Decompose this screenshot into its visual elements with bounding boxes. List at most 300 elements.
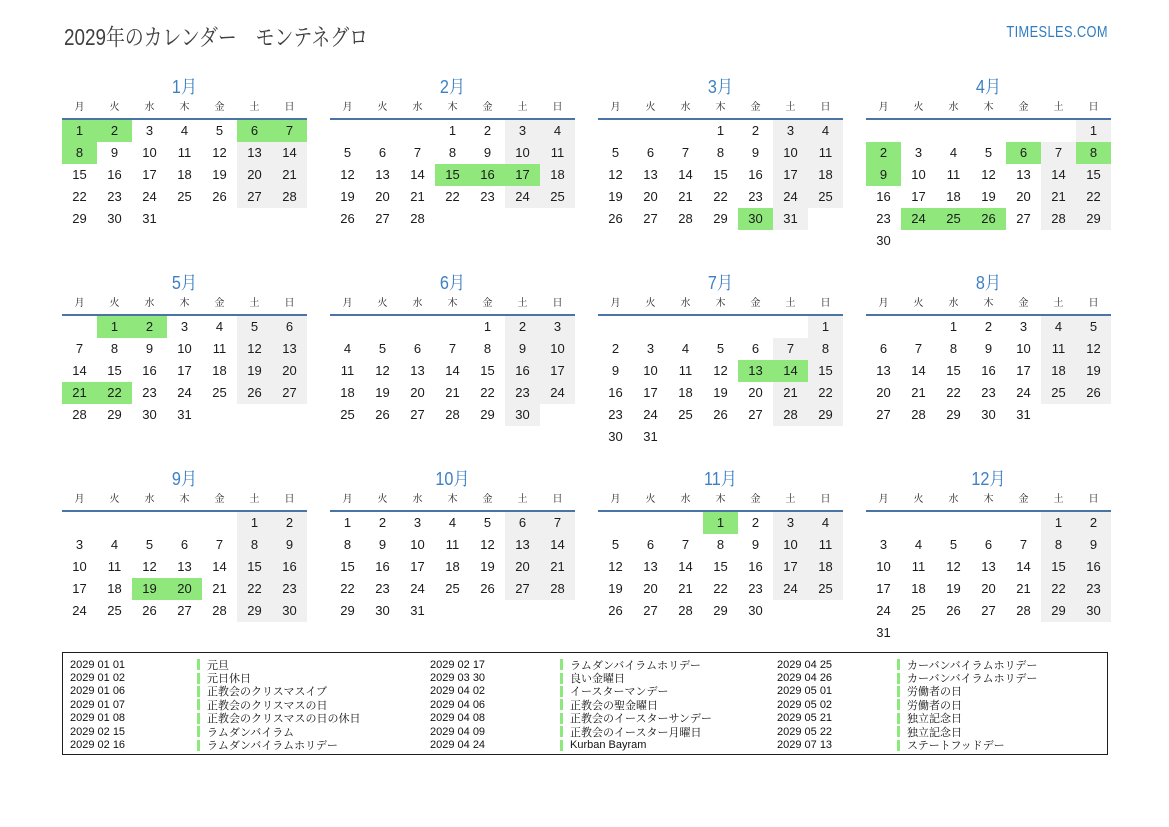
weekday-label: 日: [1088, 298, 1099, 309]
day-6-5: 5: [378, 341, 387, 356]
day-empty: [435, 208, 470, 230]
day-1-14: 14: [272, 142, 307, 164]
day-2-20: 20: [375, 189, 390, 204]
day-empty: [808, 426, 843, 448]
day-9-27: 27: [177, 603, 192, 618]
day-10-28: 28: [540, 578, 575, 600]
day-1-19: 19: [212, 167, 227, 182]
day-empty: [365, 316, 400, 338]
weekday-label: 火: [109, 494, 120, 505]
legend-entry-name: 独立記念日: [907, 713, 962, 726]
day-2-17: 17: [505, 164, 540, 186]
weekday-label: 火: [109, 298, 120, 309]
day-11-21: 21: [678, 581, 693, 596]
weekday-label: 土: [517, 494, 528, 505]
weekday-label: 火: [109, 102, 120, 113]
day-2-1: 1: [448, 123, 457, 138]
day-empty: [540, 404, 575, 426]
day-4-11: 11: [946, 167, 961, 182]
day-9-8: 8: [237, 534, 272, 556]
day-7-5: 5: [716, 341, 725, 356]
day-2-12: 12: [340, 167, 355, 182]
day-5-23: 23: [142, 385, 157, 400]
day-empty: [1076, 230, 1111, 252]
weekday-label: 水: [948, 102, 959, 113]
day-5-5: 5: [237, 316, 272, 338]
day-12-20: 20: [981, 581, 996, 596]
day-1-22: 22: [72, 189, 87, 204]
day-empty: [936, 230, 971, 252]
weekday-label: 水: [144, 102, 155, 113]
day-3-1: 1: [716, 123, 725, 138]
day-11-28: 28: [678, 603, 693, 618]
day-1-16: 16: [107, 167, 122, 182]
day-empty: [598, 316, 633, 338]
weekday-header: [330, 294, 575, 316]
day-3-3: 3: [773, 120, 808, 142]
day-4-12: 12: [981, 167, 996, 182]
holiday-marker-icon: [560, 699, 563, 710]
day-6-24: 24: [540, 382, 575, 404]
day-6-27: 27: [410, 407, 425, 422]
weekday-label: 土: [1053, 494, 1064, 505]
day-11-30: 30: [748, 603, 763, 618]
holiday-marker-icon: [897, 699, 900, 710]
days-grid: [62, 512, 307, 622]
day-10-20: 20: [505, 556, 540, 578]
day-1-3: 3: [145, 123, 154, 138]
day-3-2: 2: [751, 123, 760, 138]
day-6-20: 20: [410, 385, 425, 400]
legend-entry-name: カーバンバイラムホリデー: [907, 673, 1038, 686]
day-empty: [202, 208, 237, 230]
day-4-3: 3: [914, 145, 923, 160]
day-12-1: 1: [1041, 512, 1076, 534]
legend-entry-date: 2029 07 13: [777, 739, 833, 752]
day-empty: [866, 316, 901, 338]
day-5-3: 3: [180, 319, 189, 334]
day-8-5: 5: [1076, 316, 1111, 338]
calendar-grid: [62, 72, 1111, 655]
weekday-label: 日: [284, 298, 295, 309]
weekday-label: 木: [715, 102, 726, 113]
day-3-6: 6: [646, 145, 655, 160]
day-7-18: 18: [678, 385, 693, 400]
day-empty: [936, 622, 971, 644]
day-4-2: 2: [866, 142, 901, 164]
day-7-14: 14: [773, 360, 808, 382]
day-1-29: 29: [72, 211, 87, 226]
days-grid: [62, 120, 307, 230]
day-6-12: 12: [375, 363, 390, 378]
day-2-22: 22: [445, 189, 460, 204]
legend-entry-name: 正教会のイースター月曜日: [570, 726, 702, 739]
day-2-18: 18: [540, 164, 575, 186]
weekday-label: 水: [412, 102, 423, 113]
day-4-22: 22: [1076, 186, 1111, 208]
month-11: [598, 464, 843, 655]
weekday-label: 木: [983, 298, 994, 309]
day-2-25: 25: [540, 186, 575, 208]
day-5-13: 13: [272, 338, 307, 360]
month-title: 3月: [707, 77, 734, 97]
legend-entry-name: 元旦: [207, 659, 229, 672]
day-empty: [435, 600, 470, 622]
day-9-14: 14: [212, 559, 227, 574]
weekday-header: [330, 98, 575, 120]
day-empty: [540, 208, 575, 230]
legend-entry-name: カーバンバイラムホリデー: [907, 659, 1038, 672]
day-9-6: 6: [180, 537, 189, 552]
weekday-label: 金: [214, 298, 225, 309]
day-empty: [773, 600, 808, 622]
day-8-11: 11: [1041, 338, 1076, 360]
day-1-18: 18: [177, 167, 192, 182]
day-10-5: 5: [483, 515, 492, 530]
day-1-8: 8: [62, 142, 97, 164]
day-6-29: 29: [480, 407, 495, 422]
legend-entry-name: ステートフッドデー: [907, 740, 1005, 753]
legend-entry-name: 正教会のイースターサンデー: [570, 713, 712, 726]
day-empty: [936, 512, 971, 534]
day-3-19: 19: [608, 189, 623, 204]
legend-entry-date: 2029 04 25: [777, 658, 833, 671]
day-7-10: 10: [643, 363, 658, 378]
day-1-6: 6: [237, 120, 272, 142]
day-12-2: 2: [1076, 512, 1111, 534]
weekday-label: 日: [820, 494, 831, 505]
holiday-marker-icon: [197, 659, 200, 670]
day-8-4: 4: [1041, 316, 1076, 338]
day-empty: [738, 426, 773, 448]
day-empty: [1041, 622, 1076, 644]
weekday-label: 火: [913, 494, 924, 505]
day-1-7: 7: [272, 120, 307, 142]
day-9-7: 7: [215, 537, 224, 552]
month-6: [330, 268, 575, 459]
day-12-8: 8: [1041, 534, 1076, 556]
day-9-1: 1: [237, 512, 272, 534]
day-11-15: 15: [713, 559, 728, 574]
day-8-9: 9: [984, 341, 993, 356]
day-5-6: 6: [272, 316, 307, 338]
weekday-label: 金: [1018, 298, 1029, 309]
day-empty: [901, 512, 936, 534]
day-empty: [668, 426, 703, 448]
day-10-15: 15: [340, 559, 355, 574]
holiday-marker-icon: [560, 740, 563, 751]
day-empty: [971, 230, 1006, 252]
weekday-label: 水: [948, 494, 959, 505]
day-3-26: 26: [608, 211, 623, 226]
day-6-10: 10: [540, 338, 575, 360]
days-grid: [598, 120, 843, 230]
weekday-label: 木: [983, 102, 994, 113]
legend-entry-date: 2029 04 06: [430, 698, 486, 711]
weekday-label: 水: [680, 102, 691, 113]
day-8-14: 14: [911, 363, 926, 378]
legend-entry-date: 2029 05 01: [777, 685, 833, 698]
weekday-label: 金: [750, 298, 761, 309]
day-5-1: 1: [97, 316, 132, 338]
day-7-2: 2: [611, 341, 620, 356]
day-7-13: 13: [738, 360, 773, 382]
weekday-label: 日: [284, 102, 295, 113]
day-8-29: 29: [946, 407, 961, 422]
weekday-label: 金: [482, 102, 493, 113]
days-grid: [598, 512, 843, 622]
legend-entry-name: 独立記念日: [907, 726, 962, 739]
weekday-header: [866, 490, 1111, 512]
day-8-28: 28: [911, 407, 926, 422]
weekday-label: 金: [214, 102, 225, 113]
weekday-header: [62, 294, 307, 316]
day-10-26: 26: [480, 581, 495, 596]
month-4: [866, 72, 1111, 263]
day-7-26: 26: [713, 407, 728, 422]
day-12-22: 22: [1041, 578, 1076, 600]
days-grid: [330, 120, 575, 230]
day-4-17: 17: [911, 189, 926, 204]
day-empty: [901, 120, 936, 142]
day-8-8: 8: [949, 341, 958, 356]
day-empty: [1006, 512, 1041, 534]
day-11-13: 13: [643, 559, 658, 574]
day-2-9: 9: [483, 145, 492, 160]
day-5-20: 20: [272, 360, 307, 382]
day-3-29: 29: [713, 211, 728, 226]
weekday-label: 土: [517, 102, 528, 113]
day-1-5: 5: [215, 123, 224, 138]
weekday-header: [866, 294, 1111, 316]
days-grid: [330, 316, 575, 426]
weekday-label: 水: [680, 298, 691, 309]
days-grid: [866, 512, 1111, 644]
day-5-24: 24: [177, 385, 192, 400]
day-1-26: 26: [212, 189, 227, 204]
day-2-24: 24: [505, 186, 540, 208]
weekday-label: 火: [645, 494, 656, 505]
day-4-23: 23: [876, 211, 891, 226]
month-title: 1月: [171, 77, 198, 97]
day-1-27: 27: [237, 186, 272, 208]
day-12-5: 5: [949, 537, 958, 552]
month-7: [598, 268, 843, 459]
day-12-19: 19: [946, 581, 961, 596]
legend-entry-name: 労働者の日: [907, 686, 962, 699]
day-5-7: 7: [75, 341, 84, 356]
day-10-10: 10: [410, 537, 425, 552]
day-12-31: 31: [876, 625, 891, 640]
legend-entry-name: 正教会のクリスマスの日: [207, 699, 328, 712]
month-3: [598, 72, 843, 263]
weekday-label: 月: [342, 494, 353, 505]
legend-entry-date: 2029 01 01: [70, 658, 126, 671]
day-empty: [773, 316, 808, 338]
day-3-10: 10: [773, 142, 808, 164]
weekday-label: 日: [552, 494, 563, 505]
day-6-14: 14: [445, 363, 460, 378]
month-title: 12月: [971, 469, 1006, 489]
day-11-7: 7: [681, 537, 690, 552]
weekday-label: 土: [1053, 102, 1064, 113]
day-empty: [132, 512, 167, 534]
day-8-15: 15: [946, 363, 961, 378]
day-7-30: 30: [608, 429, 623, 444]
day-4-9: 9: [866, 164, 901, 186]
day-1-28: 28: [272, 186, 307, 208]
day-empty: [505, 600, 540, 622]
day-7-28: 28: [773, 404, 808, 426]
day-12-16: 16: [1076, 556, 1111, 578]
day-5-27: 27: [272, 382, 307, 404]
day-6-2: 2: [505, 316, 540, 338]
legend-entry-date: 2029 01 02: [70, 672, 126, 685]
day-12-30: 30: [1076, 600, 1111, 622]
day-4-29: 29: [1076, 208, 1111, 230]
weekday-label: 月: [610, 494, 621, 505]
day-empty: [330, 120, 365, 142]
day-2-21: 21: [410, 189, 425, 204]
legend-entry: [430, 738, 712, 751]
weekday-label: 土: [249, 494, 260, 505]
day-5-14: 14: [72, 363, 87, 378]
day-4-27: 27: [1016, 211, 1031, 226]
day-empty: [703, 426, 738, 448]
weekday-label: 土: [1053, 298, 1064, 309]
day-3-14: 14: [678, 167, 693, 182]
day-10-2: 2: [378, 515, 387, 530]
day-1-31: 31: [142, 211, 157, 226]
holiday-marker-icon: [560, 659, 563, 670]
day-3-16: 16: [748, 167, 763, 182]
weekday-label: 金: [482, 494, 493, 505]
day-2-6: 6: [378, 145, 387, 160]
day-empty: [866, 120, 901, 142]
day-11-1: 1: [703, 512, 738, 534]
day-4-10: 10: [911, 167, 926, 182]
day-5-21: 21: [62, 382, 97, 404]
day-5-4: 4: [215, 319, 224, 334]
weekday-header: [330, 490, 575, 512]
day-11-3: 3: [773, 512, 808, 534]
weekday-label: 水: [144, 494, 155, 505]
day-empty: [400, 120, 435, 142]
day-2-19: 19: [340, 189, 355, 204]
day-7-17: 17: [643, 385, 658, 400]
legend-entry: [430, 725, 712, 738]
legend-entry-date: 2029 04 09: [430, 725, 486, 738]
day-12-9: 9: [1076, 534, 1111, 556]
legend-entry-name: 正教会の聖金曜日: [570, 699, 658, 712]
weekday-label: 水: [412, 494, 423, 505]
day-9-30: 30: [272, 600, 307, 622]
holiday-marker-icon: [197, 740, 200, 751]
weekday-label: 木: [179, 102, 190, 113]
weekday-label: 木: [179, 494, 190, 505]
holiday-marker-icon: [560, 686, 563, 697]
day-empty: [773, 426, 808, 448]
day-1-24: 24: [142, 189, 157, 204]
day-8-20: 20: [876, 385, 891, 400]
day-11-16: 16: [748, 559, 763, 574]
legend-entry-date: 2029 03 30: [430, 672, 486, 685]
day-empty: [668, 512, 703, 534]
weekday-label: 木: [447, 298, 458, 309]
day-4-24: 24: [901, 208, 936, 230]
day-2-3: 3: [505, 120, 540, 142]
day-empty: [470, 600, 505, 622]
day-7-8: 8: [808, 338, 843, 360]
day-10-27: 27: [505, 578, 540, 600]
day-3-12: 12: [608, 167, 623, 182]
weekday-label: 木: [715, 494, 726, 505]
day-12-3: 3: [879, 537, 888, 552]
day-9-23: 23: [272, 578, 307, 600]
day-empty: [1041, 404, 1076, 426]
day-7-1: 1: [808, 316, 843, 338]
day-7-7: 7: [773, 338, 808, 360]
weekday-label: 木: [983, 494, 994, 505]
weekday-label: 日: [1088, 494, 1099, 505]
day-empty: [971, 120, 1006, 142]
day-3-15: 15: [713, 167, 728, 182]
weekday-header: [598, 294, 843, 316]
site-link[interactable]: TIMESLES.COM: [1006, 24, 1108, 41]
day-8-17: 17: [1016, 363, 1031, 378]
day-9-13: 13: [177, 559, 192, 574]
holiday-marker-icon: [197, 699, 200, 710]
day-4-4: 4: [949, 145, 958, 160]
legend-column: [70, 658, 361, 752]
day-11-19: 19: [608, 581, 623, 596]
day-9-28: 28: [212, 603, 227, 618]
day-7-19: 19: [713, 385, 728, 400]
day-5-29: 29: [107, 407, 122, 422]
day-10-21: 21: [540, 556, 575, 578]
weekday-label: 月: [878, 298, 889, 309]
legend-entry-name: 元日休日: [207, 673, 251, 686]
day-empty: [936, 120, 971, 142]
day-5-2: 2: [132, 316, 167, 338]
day-3-20: 20: [643, 189, 658, 204]
day-6-22: 22: [480, 385, 495, 400]
day-5-17: 17: [177, 363, 192, 378]
day-9-4: 4: [110, 537, 119, 552]
day-11-22: 22: [713, 581, 728, 596]
day-2-7: 7: [413, 145, 422, 160]
day-11-6: 6: [646, 537, 655, 552]
month-10: [330, 464, 575, 655]
month-title: 7月: [707, 273, 734, 293]
day-7-4: 4: [681, 341, 690, 356]
day-2-8: 8: [448, 145, 457, 160]
day-11-9: 9: [751, 537, 760, 552]
weekday-label: 木: [447, 494, 458, 505]
weekday-label: 水: [680, 494, 691, 505]
day-10-12: 12: [480, 537, 495, 552]
day-5-26: 26: [237, 382, 272, 404]
day-2-28: 28: [410, 211, 425, 226]
day-11-18: 18: [808, 556, 843, 578]
weekday-label: 土: [249, 298, 260, 309]
day-10-16: 16: [375, 559, 390, 574]
day-4-30: 30: [876, 233, 891, 248]
day-8-30: 30: [981, 407, 996, 422]
day-12-13: 13: [981, 559, 996, 574]
holiday-marker-icon: [897, 713, 900, 724]
day-empty: [237, 208, 272, 230]
